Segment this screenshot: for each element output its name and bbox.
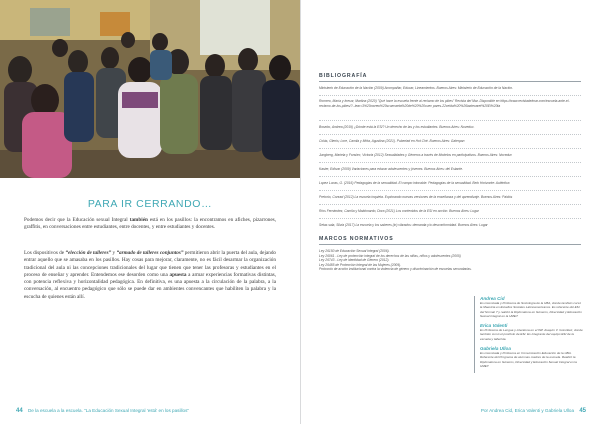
- framework-item: Ley 26150 de Educación Sexual Integral (2006).: [319, 249, 390, 253]
- paragraph-2: Los dispositivos de “elección de talleres” y “armado de talleres conjuntos” permitieron abrir la puerta del aula, dejando entrar aquello que se amasaba en los pasillos. Hay cosas para mejorar, claramente, no es fácil desarmar la organización tradicional del aula ni las concepciones tradicionales del lugar que tienen que tener las profesoras y estudiantes en el proceso de enseñar y aprender. Entendemos ese desorden como una apuesta a armar experiencias formativas distintas, con potencia reflexiva y horizontalidad pedagógica. En definitiva, es una apuesta a la circulación de la palabra, a la conversación, al encuentro pedagógico que sólo se puede dar en ambientes convencantes que habiliten la palabra y la escucha de quienes están allí.: [24, 250, 277, 300]
- right-footer: [481, 408, 586, 414]
- reference-divider: [319, 95, 581, 96]
- reference-divider: [319, 162, 581, 163]
- reference-divider: [319, 218, 581, 219]
- author-bio: Es Licenciada y Profesora en Comunicación Educación de la UBA. Referente del Programa de alumnas madres de la escuela. Realizó la Diplomatura en Géneros, Diversidad y Educación Sexual Integral en la UMET.: [480, 351, 577, 368]
- right-page: [300, 0, 600, 424]
- reference-item: Setas sala, Silvia (2017) La escuela y los saberes (in) vibrados: demanda y/o desconformidad. Buenos Aires: Lugar: [319, 223, 488, 227]
- reference-divider: [319, 134, 581, 135]
- left-footer: [16, 408, 189, 414]
- reference-item: Kaster, Edison (2009) Variaciones para educar adolescentes y jóvenes. Buenos Aires: del Estante.: [319, 167, 463, 171]
- author-entry: [480, 296, 584, 318]
- author-bio: Es Licenciada y Profesora de Sociología de la UBA, donde también cursó la Maestría en Estudios Sociales Latinoamericanos. Es referente del ESI del Normal 7 y realizó la Diplomatura en Géneros, Diversidad y Educación Sexual Integral en la UMET.: [480, 301, 582, 318]
- classroom-photo: [0, 0, 300, 178]
- authors-block: [474, 296, 584, 373]
- reference-item: Romero, María y Inesor, Martina (2020) "Qué hace la escuela frente al reclamo de los pibes" Revista del Mar. Disponible en https://www.revistadelmar.com/escuela-ante-el-reclamo-de-los-pibes/?--lear=3%20cwrew%20scuecaeta%20de%20%20cuec pares-22celda%20%26iaxtecaret%20Ei%20ta: [319, 99, 570, 108]
- author-name: Andrea Cid: [480, 296, 505, 301]
- author-entry: [480, 323, 584, 341]
- left-page-number: 44: [16, 408, 23, 414]
- reference-item: Bosebo, Andrea (2019) ¿Dónde está la ESI? Un derecho de las y los estudiantes. Buenos Aires: Noveduc.: [319, 125, 475, 129]
- reference-divider: [319, 176, 581, 177]
- reference-divider: [319, 190, 581, 191]
- reference-item: Lopez Lucas, G. (2016) Pedagogías de la sexualidad. El campo intocable. Pedagogías de la sexualidad. Belo Horizonte: Autêntica: [319, 181, 510, 185]
- reference-item: Ministerio de Educación de la Nación (2009) Acompañar, Educar, Lineamientos. Buenos Aires: Ministerio de Educación de la Nación.: [319, 86, 514, 90]
- reference-item: Ríos Fernández, Camila y Maldonardo, Dora (2021) Los contenidos de la ESI en acción. Buenos Aires: Lugar: [319, 209, 479, 213]
- paragraph-1: Podemos decir que la Educación sexual Integral también está en los pasillos: la encontramos en afiches, pizarrones, graffitis, en conversaciones entre estudiantes, entre docentes, y entre estudiantes y docentes.: [24, 217, 277, 231]
- frameworks-rule: [319, 244, 581, 245]
- reference-divider: [319, 204, 581, 205]
- frameworks-heading: MARCOS NORMATIVOS: [319, 236, 394, 242]
- author-entry: [480, 346, 584, 368]
- reference-item: Jungberg, Mariela y Fonslec, Victoria (2012) Sexualidades y Géneros a través de Modelos en participativos. Buenos Aires: Noveduc: [319, 153, 512, 157]
- section-title: PARA IR CERRANDO…: [87, 198, 213, 210]
- reference-divider: [319, 148, 581, 149]
- framework-item: Ley 26485 de Protección Integral de las Mujeres (2009).: [319, 262, 402, 267]
- author-name: Erica Valenti: [480, 323, 508, 329]
- left-footer-text: De la escuela a la escuela. "La Educación Sexual Integral 'está' en los pasillos": [27, 408, 190, 413]
- reference-divider: [319, 120, 581, 121]
- framework-item: Protocolo de acción institucional contra la violencia de género y discriminación de escuelas secundarias.: [319, 267, 472, 272]
- reference-item: Colás, Glenis; Lore, Camila y Mirta, Agustina (2021). Pubertad en Hot Ché. Buenos Aires: Galerpan: [319, 139, 465, 143]
- author-name: Gabriela Ulloa: [480, 346, 511, 352]
- right-footer-text: Por Andrea Cid, Erica Valenti y Gabriela Ulloa: [480, 408, 575, 413]
- right-page-number: 45: [579, 408, 586, 414]
- framework-item: Ley 26061 - Ley de protección integral de los derechos de las niñas, niños y adolescentes (2005): [319, 253, 461, 258]
- frameworks-list: [319, 249, 581, 272]
- reference-item: Pretorio, Conrad (2012) La escuela inquieta. Explorando nuevas versiones de la enseñanza y del aprendizaje. Buenos Aires: Paidós: [319, 195, 513, 199]
- bibliography-rule: [319, 81, 581, 82]
- bibliography-heading: BIBLIOGRAFÍA: [319, 73, 368, 79]
- author-bio: Es Profesora de Lengua y Literatura en el ISP Joaquín V. González, donde también cursó el postítulo de ESI. Es integrante del equipo ESI de la escuela y tallerista.: [480, 328, 583, 341]
- framework-item: Ley 26743 - Ley de identidad de Género (2012).: [319, 258, 390, 263]
